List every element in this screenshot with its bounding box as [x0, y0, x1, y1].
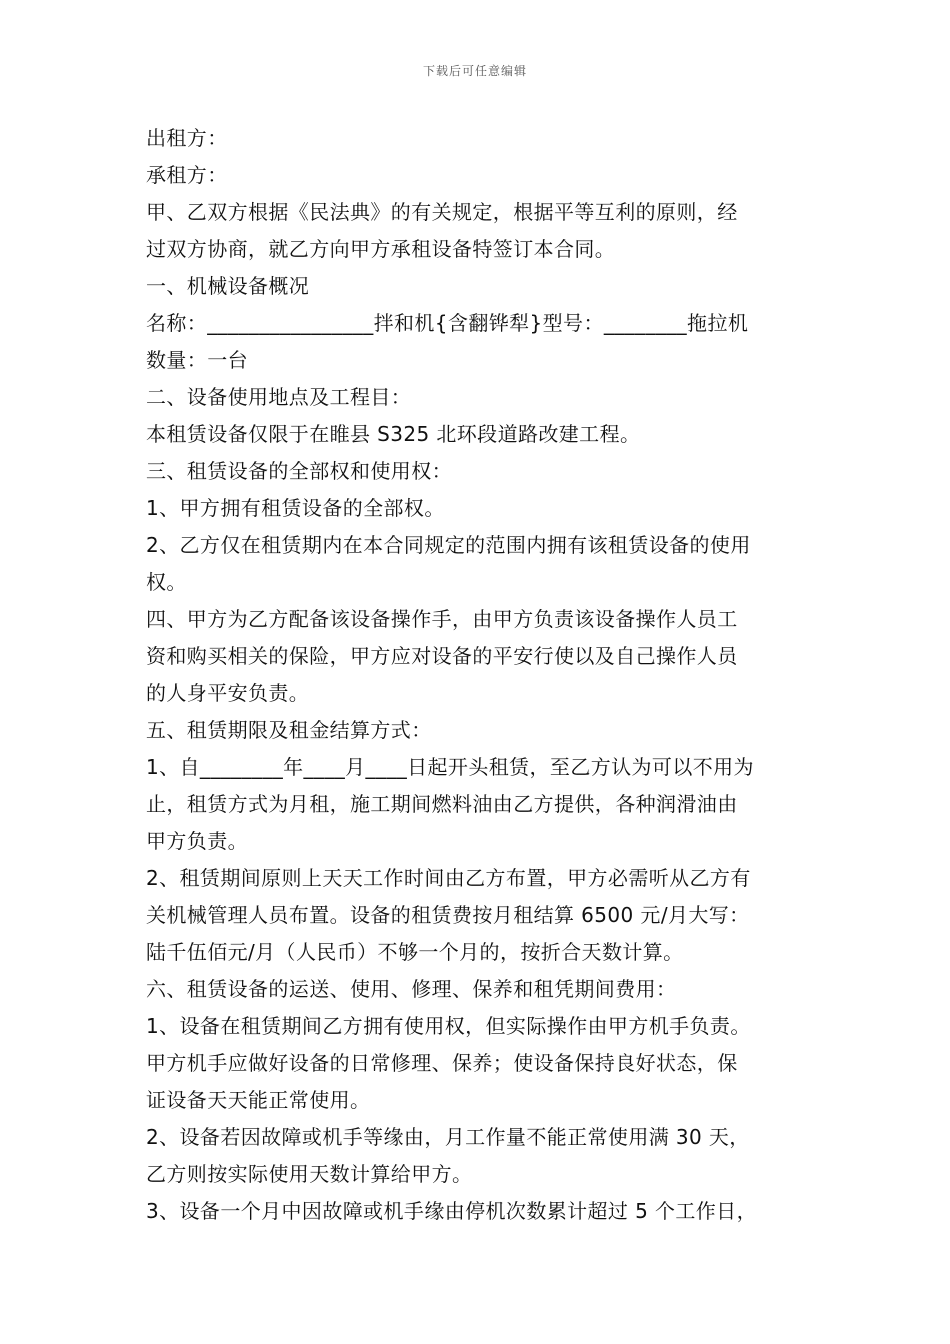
text-line: 名称：________________拌和机{含翻铧犁}型号：________拖拉机	[146, 311, 749, 335]
text-line: 甲方机手应做好设备的日常修理、保养；使设备保持良好状态，保	[146, 1051, 738, 1075]
text-line: 陆千伍佰元/月（人民币）不够一个月的，按折合天数计算。	[146, 940, 684, 964]
text-line: 数量：一台	[146, 348, 248, 372]
text-line: 本租赁设备仅限于在睢县 S325 北环段道路改建工程。	[146, 422, 641, 446]
page-header-note: 下载后可任意编辑	[422, 64, 527, 78]
text-line: 二、设备使用地点及工程目：	[146, 385, 412, 409]
contract-body	[146, 120, 806, 1230]
text-line: 1、甲方拥有租赁设备的全部权。	[146, 496, 445, 520]
text-line: 五、租赁期限及租金结算方式：	[146, 718, 432, 742]
text-line: 出租方：	[146, 126, 228, 150]
text-line: 甲、乙双方根据《民法典》的有关规定，根据平等互利的原则，经	[146, 200, 738, 224]
text-line: 证设备天天能正常使用。	[146, 1088, 371, 1112]
text-line: 2、乙方仅在租赁期内在本合同规定的范围内拥有该租赁设备的使用	[146, 533, 751, 557]
text-line: 的人身平安负责。	[146, 681, 310, 705]
text-line: 甲方负责。	[146, 829, 248, 853]
text-line: 一、机械设备概况	[146, 274, 310, 298]
text-line: 资和购买相关的保险，甲方应对设备的平安行使以及自己操作人员	[146, 644, 738, 668]
text-line: 乙方则按实际使用天数计算给甲方。	[146, 1162, 473, 1186]
text-line: 四、甲方为乙方配备该设备操作手，由甲方负责该设备操作人员工	[146, 607, 738, 631]
text-line: 1、自________年____月____日起开头租赁，至乙方认为可以不用为	[146, 755, 754, 779]
text-line: 3、设备一个月中因故障或机手缘由停机次数累计超过 5 个工作日，	[146, 1199, 757, 1223]
text-line: 2、租赁期间原则上天天工作时间由乙方布置，甲方必需听从乙方有	[146, 866, 751, 890]
text-line: 三、租赁设备的全部权和使用权：	[146, 459, 452, 483]
text-line: 承租方：	[146, 163, 228, 187]
text-line: 2、设备若因故障或机手等缘由，月工作量不能正常使用满 30 天，	[146, 1125, 750, 1149]
text-line: 关机械管理人员布置。设备的租赁费按月租结算 6500 元/月大写：	[146, 903, 750, 927]
text-line: 1、设备在租赁期间乙方拥有使用权，但实际操作由甲方机手负责。	[146, 1014, 751, 1038]
text-line: 六、租赁设备的运送、使用、修理、保养和租凭期间费用：	[146, 977, 677, 1001]
text-line: 止，租赁方式为月租，施工期间燃料油由乙方提供，各种润滑油由	[146, 792, 738, 816]
text-line: 过双方协商，就乙方向甲方承租设备特签订本合同。	[146, 237, 616, 261]
text-line: 权。	[146, 570, 187, 594]
